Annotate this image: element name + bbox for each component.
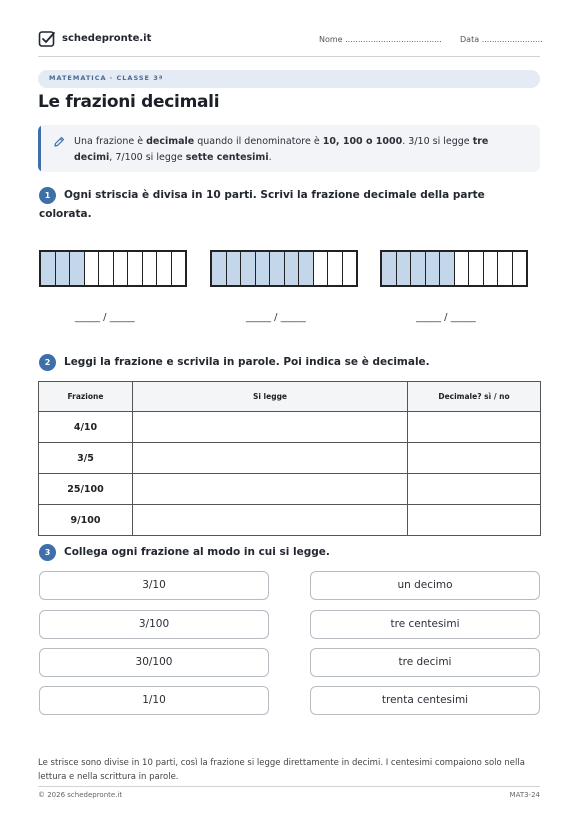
fraction-strip-3 [380, 250, 528, 287]
fraction-strip-1 [39, 250, 187, 287]
strip-cell-empty [85, 252, 100, 285]
exercise-3-instruction: Collega ogni frazione al modo in cui si legge. [64, 546, 330, 558]
strip-cell-empty [157, 252, 172, 285]
brand-name: schedepronte.it [62, 33, 152, 44]
fraction-cell: 25/100 [39, 474, 133, 505]
fraction-cell: 3/5 [39, 443, 133, 474]
reading-answer-cell[interactable] [133, 474, 408, 505]
match-left-1[interactable]: 3/10 [39, 571, 269, 600]
exercise-2-instruction: Leggi la frazione e scrivila in parole. Poi indica se è decimale. [64, 356, 430, 368]
strip-cell-empty [314, 252, 329, 285]
match-left-2[interactable]: 3/100 [39, 610, 269, 639]
decimal-answer-cell[interactable] [408, 474, 541, 505]
strip-cell-colored [411, 252, 426, 285]
checkbox-logo-icon [38, 30, 56, 48]
date-field[interactable]: Data ........................ [460, 35, 543, 44]
footer-divider [38, 786, 540, 787]
strip-cell-colored [41, 252, 56, 285]
answer-blank-3[interactable]: _____ / _____ [416, 312, 476, 323]
match-left-3[interactable]: 30/100 [39, 648, 269, 677]
table-header-row [39, 382, 541, 412]
match-left-4[interactable]: 1/10 [39, 686, 269, 715]
match-right-3[interactable]: tre decimi [310, 648, 540, 677]
table-row [39, 443, 541, 474]
strip-cell-empty [455, 252, 470, 285]
strip-cell-colored [56, 252, 71, 285]
strip-cell-empty [469, 252, 484, 285]
fractions-table [38, 381, 541, 536]
strip-cell-empty [513, 252, 527, 285]
footer-note: Le strisce sono divise in 10 parti, così la frazione si legge direttamente in decimi. I centesimi compaiono solo nella lettura e nella scrittura in parole. [38, 758, 525, 782]
strip-cell-empty [114, 252, 129, 285]
reading-answer-cell[interactable] [133, 412, 408, 443]
table-row [39, 505, 541, 536]
fraction-strip-2 [210, 250, 358, 287]
strip-cell-colored [440, 252, 455, 285]
copyright: © 2026 schedepronte.it [38, 791, 123, 799]
strip-cell-empty [99, 252, 114, 285]
strip-cell-empty [498, 252, 513, 285]
strip-cell-colored [270, 252, 285, 285]
strip-cell-empty [172, 252, 186, 285]
strip-cell-empty [143, 252, 158, 285]
strip-cell-empty [128, 252, 143, 285]
strip-cell-colored [299, 252, 314, 285]
table-row [39, 474, 541, 505]
fraction-cell: 4/10 [39, 412, 133, 443]
header-divider [38, 56, 540, 57]
decimal-answer-cell[interactable] [408, 505, 541, 536]
subject-tag-label: MATEMATICA · CLASSE 3ª [49, 74, 164, 82]
exercise-3-number: 3 [39, 544, 56, 561]
col-header-frazione: Frazione [39, 382, 133, 412]
strip-cell-colored [397, 252, 412, 285]
strip-cell-empty [328, 252, 343, 285]
worksheet-code: MAT3-24 [509, 791, 540, 799]
strip-cell-colored [256, 252, 271, 285]
answer-blank-1[interactable]: _____ / _____ [75, 312, 135, 323]
col-header-si-legge: Si legge [133, 382, 408, 412]
definition-accent-bar [38, 125, 41, 172]
match-right-1[interactable]: un decimo [310, 571, 540, 600]
definition-text: Una frazione è decimale quando il denominatore è 10, 100 o 1000. 3/10 si legge tre decimi, 7/100 si legge sette centesimi. [74, 136, 489, 163]
strip-cell-colored [426, 252, 441, 285]
name-field[interactable]: Nome ...................................... [319, 35, 442, 44]
subject-tag [38, 70, 540, 88]
exercise-1-number: 1 [39, 187, 56, 204]
reading-answer-cell[interactable] [133, 443, 408, 474]
exercise-1-instruction: Ogni striscia è divisa in 10 parti. Scrivi la frazione decimale della parte colorata. [39, 189, 485, 220]
match-right-4[interactable]: trenta centesimi [310, 686, 540, 715]
page-title: Le frazioni decimali [38, 92, 220, 112]
strip-cell-colored [212, 252, 227, 285]
strip-cell-colored [382, 252, 397, 285]
strip-cell-empty [484, 252, 499, 285]
match-right-2[interactable]: tre centesimi [310, 610, 540, 639]
reading-answer-cell[interactable] [133, 505, 408, 536]
pencil-icon [53, 136, 65, 148]
fraction-cell: 9/100 [39, 505, 133, 536]
exercise-2-number: 2 [39, 354, 56, 371]
strip-cell-colored [70, 252, 85, 285]
strip-cell-colored [241, 252, 256, 285]
definition-box [38, 125, 540, 172]
strip-cell-colored [285, 252, 300, 285]
answer-blank-2[interactable]: _____ / _____ [246, 312, 306, 323]
decimal-answer-cell[interactable] [408, 443, 541, 474]
col-header-decimale: Decimale? sì / no [408, 382, 541, 412]
table-row [39, 412, 541, 443]
strip-cell-colored [227, 252, 242, 285]
strip-cell-empty [343, 252, 357, 285]
decimal-answer-cell[interactable] [408, 412, 541, 443]
